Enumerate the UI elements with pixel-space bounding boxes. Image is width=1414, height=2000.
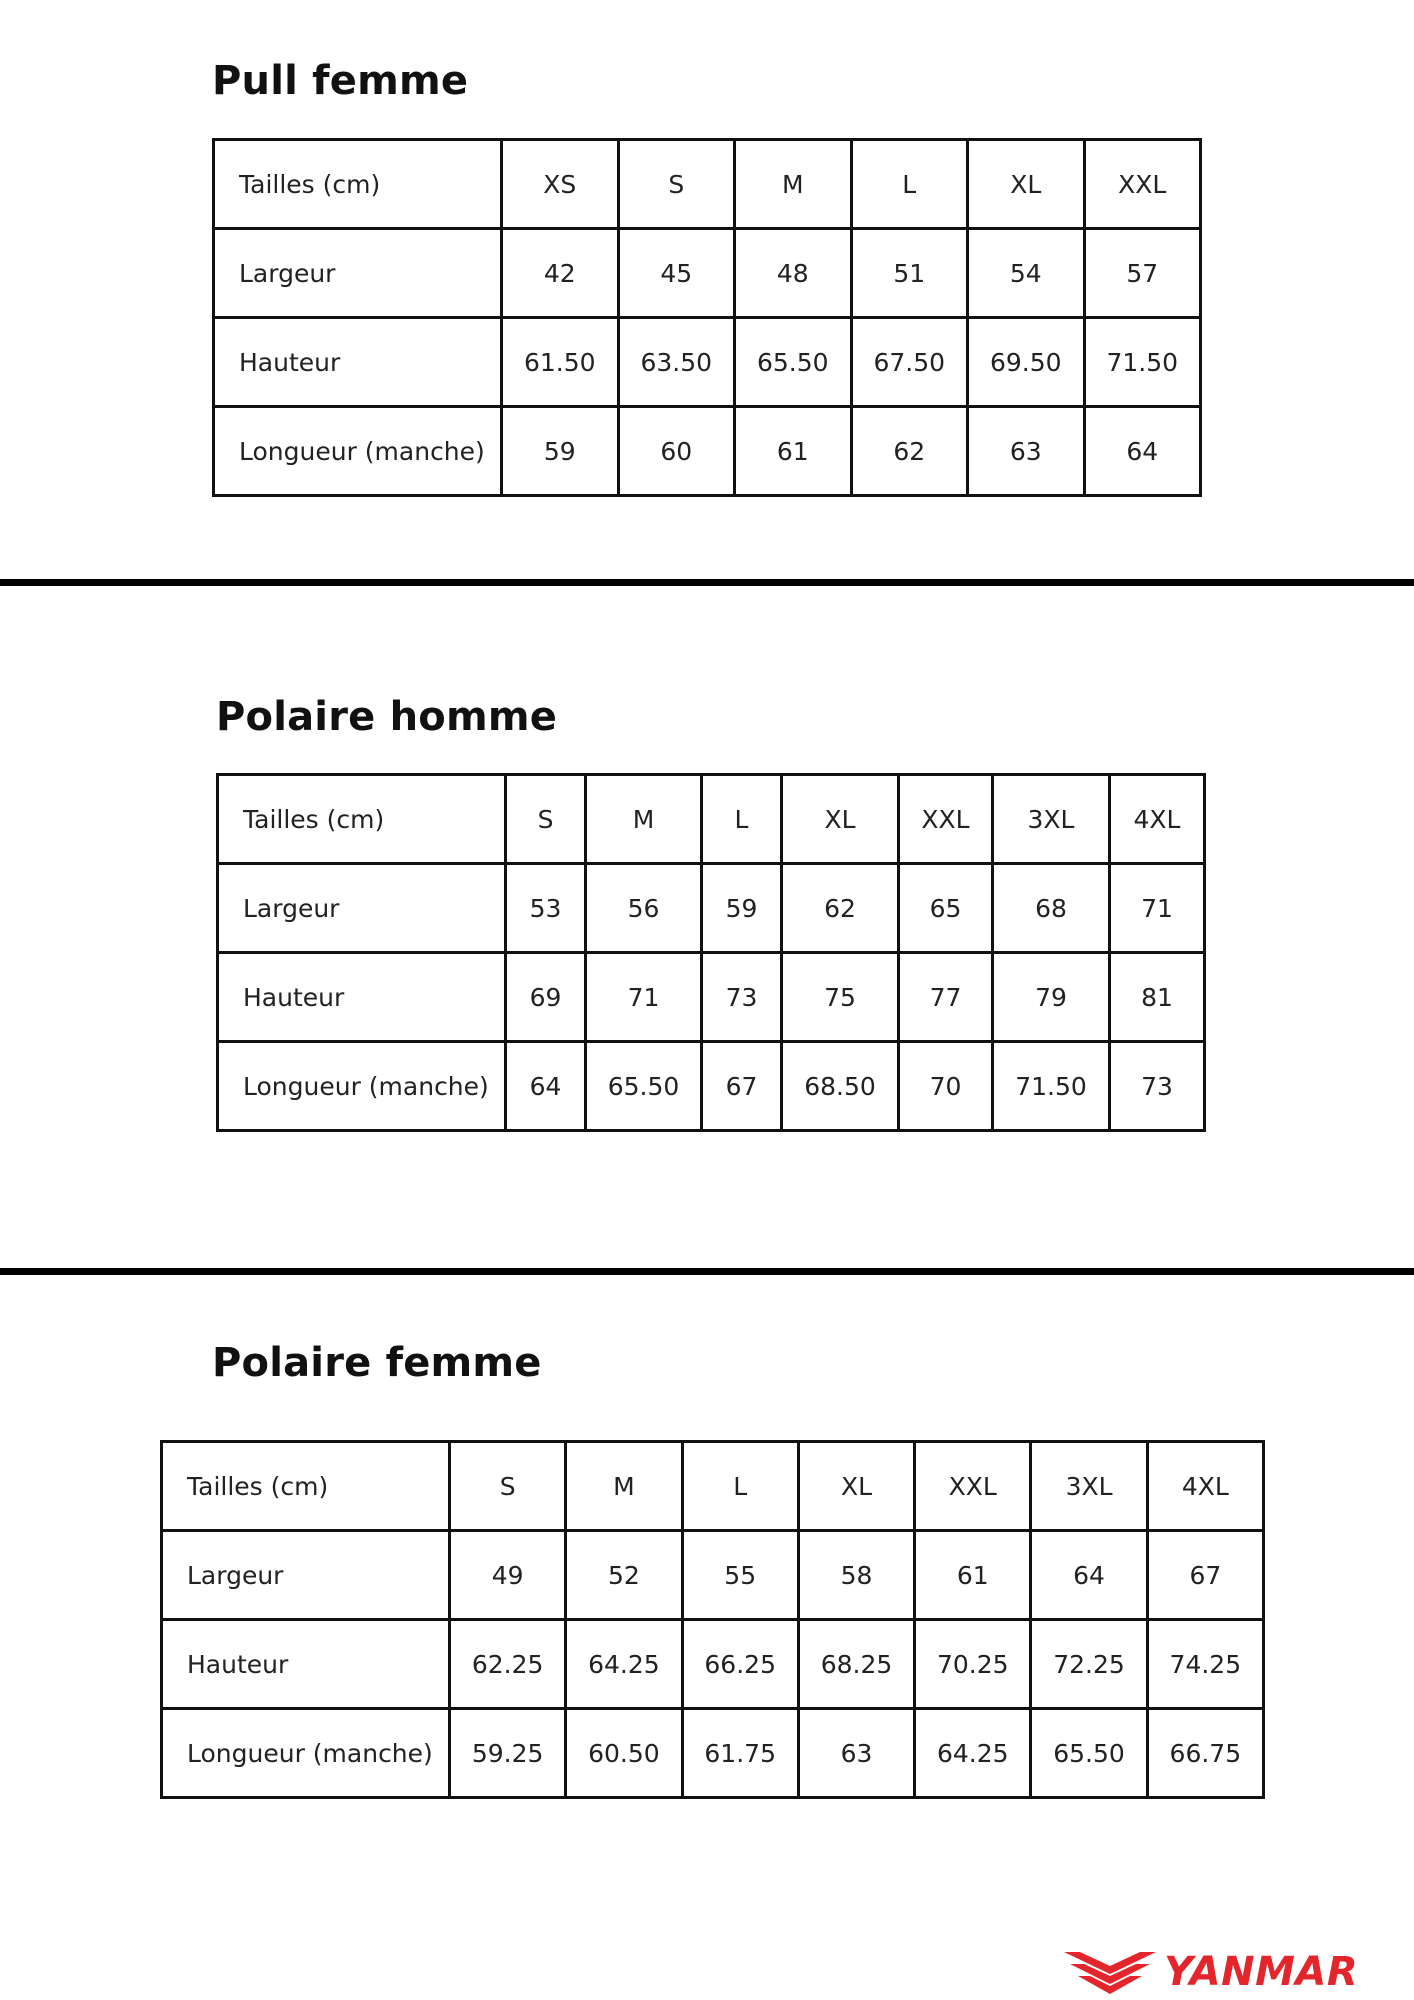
table-row [162,1620,1264,1709]
table-cell: 61 [735,407,852,496]
header-cell: XXL [915,1442,1031,1531]
header-cell: 4XL [1147,1442,1263,1531]
size-table-pull-femme [212,138,1202,497]
table-cell: 64.25 [566,1620,682,1709]
table-cell: 58 [798,1531,914,1620]
table-cell: 70 [899,1042,993,1131]
row-label: Hauteur [162,1620,450,1709]
table-cell: 42 [502,229,619,318]
row-label: Longueur (manche) [214,407,502,496]
yanmar-chevron-icon [1064,1950,1156,1994]
row-label: Longueur (manche) [218,1042,506,1131]
header-cell: 3XL [993,775,1110,864]
header-cell: M [586,775,702,864]
table-cell: 70.25 [915,1620,1031,1709]
table-cell: 63 [798,1709,914,1798]
table-cell: 65.50 [586,1042,702,1131]
row-label: Largeur [218,864,506,953]
table-row [218,1042,1205,1131]
table-cell: 71.50 [993,1042,1110,1131]
header-cell: S [506,775,586,864]
table-cell: 67.50 [851,318,968,407]
table-cell: 81 [1110,953,1205,1042]
header-row [162,1442,1264,1531]
table-row [214,407,1201,496]
header-cell: XXL [899,775,993,864]
table-cell: 71.50 [1084,318,1201,407]
table-cell: 77 [899,953,993,1042]
table-cell: 71 [586,953,702,1042]
header-cell: L [851,140,968,229]
table-cell: 63 [968,407,1085,496]
table-cell: 73 [702,953,782,1042]
table-cell: 65 [899,864,993,953]
table-cell: 62.25 [450,1620,566,1709]
table-cell: 65.50 [735,318,852,407]
row-label: Hauteur [214,318,502,407]
header-cell: Tailles (cm) [162,1442,450,1531]
table-cell: 61 [915,1531,1031,1620]
table-cell: 53 [506,864,586,953]
section-title-polaire-homme: Polaire homme [216,694,558,740]
table-row [162,1531,1264,1620]
table-cell: 61.50 [502,318,619,407]
table-cell: 64 [1084,407,1201,496]
brand-name: YANMAR [1164,1949,1359,1995]
header-cell: 4XL [1110,775,1205,864]
table-cell: 73 [1110,1042,1205,1131]
table-row [214,318,1201,407]
table-cell: 75 [782,953,899,1042]
header-cell: S [450,1442,566,1531]
table-cell: 64 [506,1042,586,1131]
section-title-pull-femme: Pull femme [212,58,469,104]
section-divider [0,579,1414,586]
section-title-polaire-femme: Polaire femme [212,1340,542,1386]
table-cell: 45 [618,229,735,318]
yanmar-logo [1064,1950,1414,2000]
table-cell: 64.25 [915,1709,1031,1798]
table-row [218,953,1205,1042]
table-cell: 60.50 [566,1709,682,1798]
header-cell: M [735,140,852,229]
table-cell: 48 [735,229,852,318]
table-cell: 66.25 [682,1620,798,1709]
header-cell: M [566,1442,682,1531]
row-label: Largeur [162,1531,450,1620]
table-cell: 51 [851,229,968,318]
table-row [218,864,1205,953]
table-cell: 63.50 [618,318,735,407]
row-label: Longueur (manche) [162,1709,450,1798]
table-cell: 59.25 [450,1709,566,1798]
table-cell: 68.50 [782,1042,899,1131]
header-cell: XS [502,140,619,229]
row-label: Hauteur [218,953,506,1042]
header-cell: S [618,140,735,229]
table-cell: 59 [702,864,782,953]
table-cell: 66.75 [1147,1709,1263,1798]
table-cell: 62 [782,864,899,953]
table-cell: 52 [566,1531,682,1620]
table-row [214,229,1201,318]
table-cell: 68.25 [798,1620,914,1709]
table-cell: 60 [618,407,735,496]
table-cell: 62 [851,407,968,496]
header-cell: L [682,1442,798,1531]
table-cell: 69.50 [968,318,1085,407]
table-cell: 67 [1147,1531,1263,1620]
size-table-polaire-homme [216,773,1206,1132]
header-cell: Tailles (cm) [218,775,506,864]
table-cell: 68 [993,864,1110,953]
table-row [162,1709,1264,1798]
table-cell: 65.50 [1031,1709,1147,1798]
header-cell: XL [968,140,1085,229]
table-cell: 67 [702,1042,782,1131]
table-cell: 74.25 [1147,1620,1263,1709]
header-cell: L [702,775,782,864]
header-cell: XXL [1084,140,1201,229]
table-cell: 57 [1084,229,1201,318]
table-cell: 56 [586,864,702,953]
header-cell: XL [782,775,899,864]
size-table-polaire-femme [160,1440,1265,1799]
header-cell: 3XL [1031,1442,1147,1531]
table-cell: 59 [502,407,619,496]
table-cell: 54 [968,229,1085,318]
table-cell: 71 [1110,864,1205,953]
section-divider [0,1268,1414,1275]
header-row [214,140,1201,229]
table-cell: 64 [1031,1531,1147,1620]
table-cell: 79 [993,953,1110,1042]
header-cell: XL [798,1442,914,1531]
table-cell: 61.75 [682,1709,798,1798]
table-cell: 55 [682,1531,798,1620]
header-row [218,775,1205,864]
table-cell: 72.25 [1031,1620,1147,1709]
table-cell: 69 [506,953,586,1042]
row-label: Largeur [214,229,502,318]
header-cell: Tailles (cm) [214,140,502,229]
table-cell: 49 [450,1531,566,1620]
